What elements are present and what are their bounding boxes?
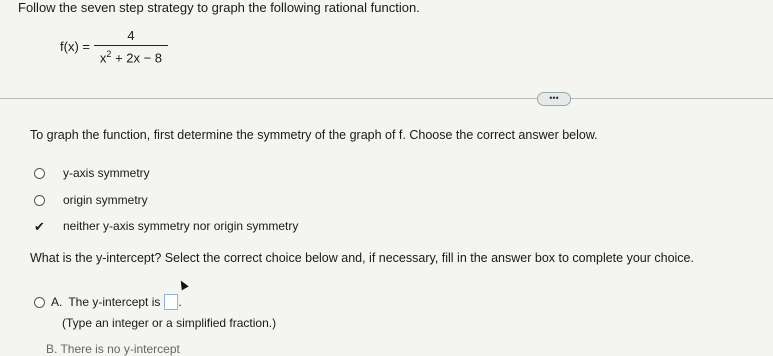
option-a-text: The y-intercept is [68,295,161,309]
radio-button[interactable] [34,195,45,206]
function-lhs: f(x) = [60,39,90,55]
question-symmetry: To graph the function, first determine the symmetry of the graph of f. Choose the correct answer below. [30,128,598,142]
more-button[interactable]: ••• [537,92,571,106]
period: . [178,295,182,309]
checkmark-icon[interactable]: ✔ [34,218,45,234]
section-divider [0,98,773,99]
function-numerator: 4 [127,28,135,43]
function-denominator [100,46,162,65]
radio-button[interactable] [34,297,45,308]
option-b-partial[interactable]: B. There is no y-intercept [46,342,180,356]
option-neither-symmetry[interactable] [34,219,298,233]
instruction-text: Follow the seven step strategy to graph the following rational function. [18,0,420,15]
question-y-intercept: What is the y-intercept? Select the correct choice below and, if necessary, fill in the answer box to complete your choice. [30,251,694,265]
option-label: origin symmetry [63,193,148,207]
option-a-y-intercept[interactable] [34,294,182,310]
option-origin-symmetry[interactable] [34,193,148,207]
den-rest: + 2x − 8 [115,50,163,66]
option-a-hint: (Type an integer or a simplified fraction.) [62,316,277,330]
function-fraction [94,28,168,65]
option-label: y-axis symmetry [63,166,150,180]
function-expression [60,28,168,65]
option-label: neither y-axis symmetry nor origin symmetry [63,219,299,233]
radio-button[interactable] [34,168,45,179]
den-exponent: 2 [106,49,112,59]
option-a-letter: A. [51,295,63,309]
option-y-axis-symmetry[interactable] [34,166,150,180]
den-x: x [99,50,107,66]
y-intercept-answer-box[interactable] [164,294,178,310]
mouse-cursor-icon [177,279,188,291]
